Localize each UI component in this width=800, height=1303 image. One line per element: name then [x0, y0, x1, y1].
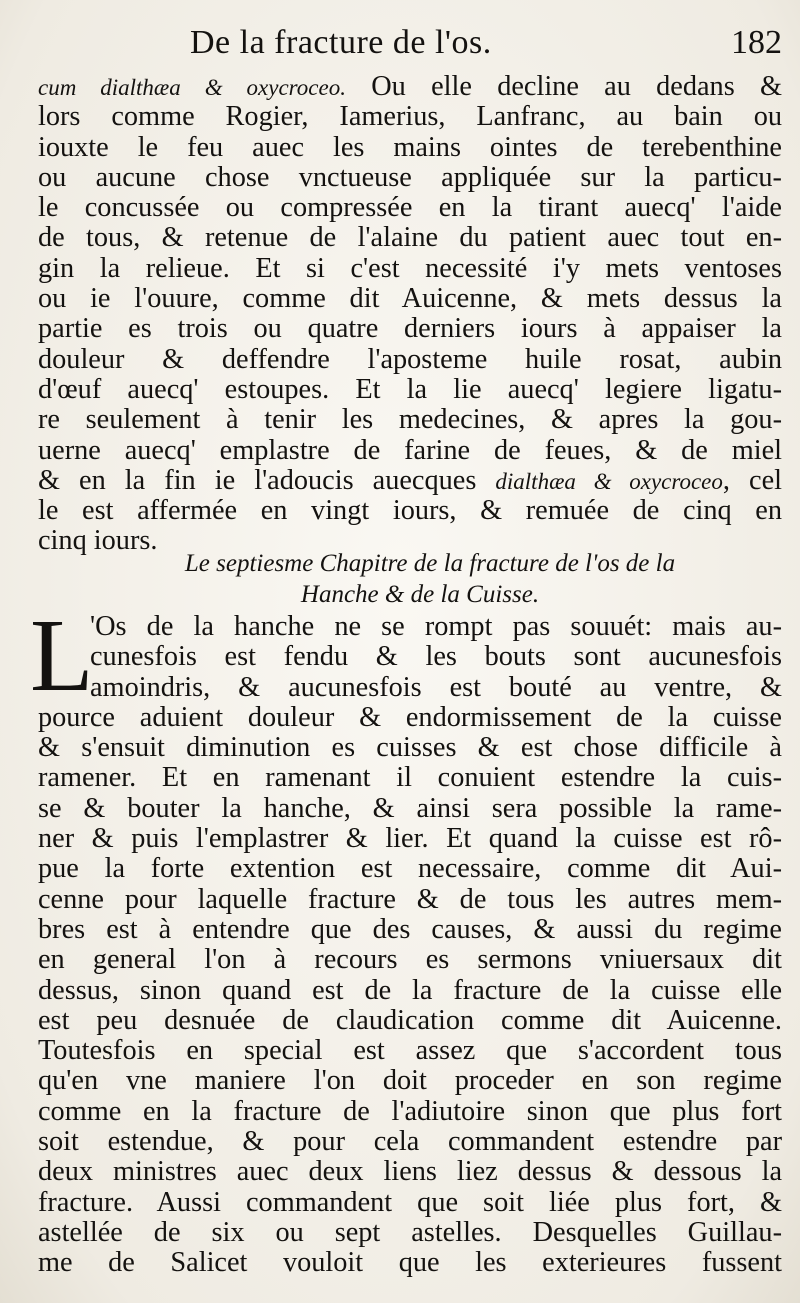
text-segment: d'œuf auecq' estoupes. Et la lie auecq' legiere ligatu- [38, 373, 782, 405]
text-line: fracture. Aussi commandent que soit liée plus fort, & [38, 1186, 782, 1218]
text-line [38, 72, 782, 102]
text-line [38, 193, 782, 223]
text-line: qu'en vne maniere l'on doit proceder en son regime [38, 1065, 782, 1097]
text-segment: lors comme Rogier, Iamerius, Lanfranc, au bain ou [38, 101, 782, 133]
text-line: pue la forte extention est necessaire, comme dit Aui- [38, 853, 782, 885]
text-line [38, 102, 782, 132]
text-segment: ou aucune chose vnctueuse appliquée sur la particu- [38, 161, 782, 193]
text-line: pource aduient douleur & endormissement de la cuisse [38, 701, 782, 733]
text-line: comme en la fracture de l'adiutoire sinon que plus fort [38, 1095, 782, 1127]
text-line: 'Os de la hanche ne se rompt pas souuét: mais au- [90, 611, 782, 642]
page-number: 182 [731, 24, 782, 61]
text-line [38, 436, 782, 466]
text-line: ner & puis l'emplastrer & lier. Et quand la cuisse est rô- [38, 823, 782, 855]
text-line: en general l'on à recours es sermons vniuersaux dit [38, 944, 782, 976]
text-segment: Ou elle decline au dedans & [345, 71, 782, 102]
text-line [38, 314, 782, 344]
text-line: Toutesfois en special est assez que s'accordent tous [38, 1035, 782, 1067]
text-line: ramener. Et en ramenant il conuient estendre la cuis- [38, 762, 782, 794]
text-segment: ou ie l'ouure, comme dit Auicenne, & mets dessus la [38, 283, 782, 315]
text-line [38, 284, 782, 314]
text-line: dessus, sinon quand est de la fracture de la cuisse elle [38, 974, 782, 1006]
text-line: & s'ensuit diminution es cuisses & est chose difficile à [38, 732, 782, 764]
text-segment: le concussée ou compressée en la tirant auecq' l'aide [38, 192, 782, 224]
text-line [38, 223, 782, 253]
text-line [38, 466, 782, 496]
chapter-heading-line-1: Le septiesme Chapitre de la fracture de l'os de la [184, 550, 676, 577]
chapter-heading-line-2: Hanche & de la Cuisse. [300, 581, 540, 608]
text-line: me de Salicet vouloit que les exterieures fussent [38, 1247, 782, 1279]
text-line [38, 133, 782, 163]
text-line: cenne pour laquelle fracture & de tous les autres mem- [38, 883, 782, 915]
text-segment: cinq iours. [38, 525, 158, 557]
text-segment: de tous, & retenue de l'alaine du patient auec tout en- [38, 222, 782, 254]
drop-cap: L [30, 598, 94, 713]
text-line: soit estendue, & pour cela commandent estendre par [38, 1126, 782, 1158]
text-line: se & bouter la hanche, & ainsi sera possible la rame- [38, 792, 782, 824]
text-segment: re seulement à tenir les medecines, & apres la gou- [38, 404, 782, 436]
paragraph-1 [38, 72, 782, 557]
text-line [38, 405, 782, 435]
text-segment: gin la relieue. Et si c'est necessité i'y mets ventoses [38, 252, 782, 284]
text-line: astellée de six ou sept astelles. Desquelles Guillau- [38, 1216, 782, 1248]
text-line [38, 345, 782, 375]
running-title: De la fracture de l'os. [190, 24, 492, 61]
text-segment: uerne auecq' emplastre de farine de feues, & de miel [38, 434, 782, 466]
text-line: cunesfois est fendu & les bouts sont aucunesfois [90, 641, 782, 673]
italic-text: dialthæa & oxycroceo [495, 468, 723, 494]
text-line [38, 163, 782, 193]
text-segment: partie es trois ou quatre derniers iours à appaiser la [38, 313, 782, 345]
text-line: est peu desnuée de claudication comme dit Auicenne. [38, 1004, 782, 1036]
paragraph-2 [38, 612, 782, 1279]
text-segment: iouxte le feu auec les mains ointes de terebenthine [38, 131, 782, 163]
text-segment: , cel [722, 464, 782, 496]
text-line: bres est à entendre que des causes, & aussi du regime [38, 913, 782, 945]
chapter-heading [38, 548, 782, 610]
text-line [38, 496, 782, 526]
text-line: amoindris, & aucunesfois est bouté au ventre, & [90, 671, 782, 703]
text-line [38, 375, 782, 405]
italic-text: cum dialthæa & oxycroceo. [38, 75, 346, 100]
text-segment: & en la fin ie l'adoucis auecques [38, 464, 496, 496]
text-segment: le est affermée en vingt iours, & remuée de cinq en [38, 495, 782, 527]
page-header [40, 20, 782, 70]
text-line [38, 254, 782, 284]
text-segment: douleur & deffendre l'aposteme huile rosat, aubin [38, 343, 782, 375]
text-line: deux ministres auec deux liens liez dessus & dessous la [38, 1156, 782, 1188]
